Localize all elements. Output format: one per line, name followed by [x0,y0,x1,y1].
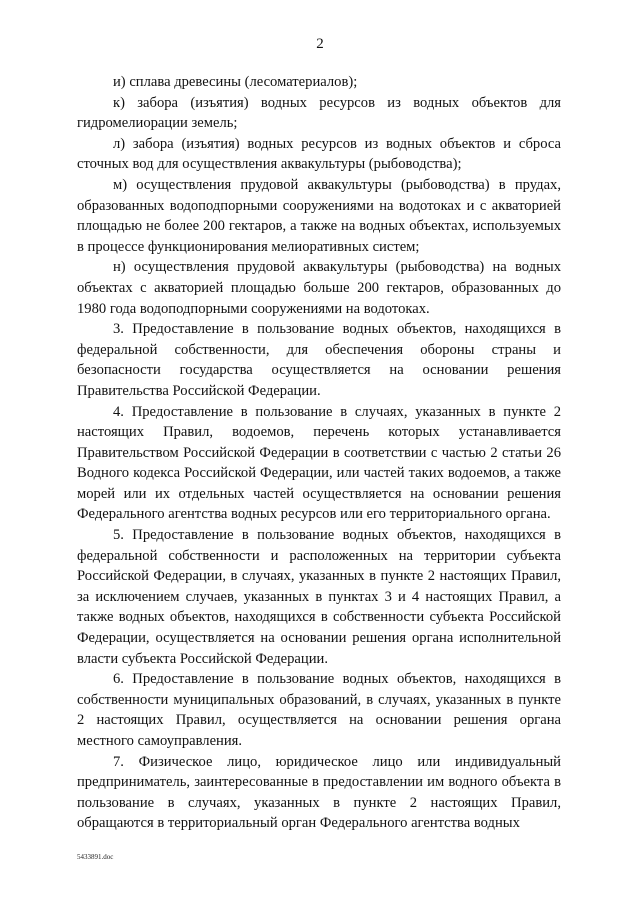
paragraph-item-m: м) осуществления прудовой аквакультуры (рыбоводства) в прудах, образованных водоподпорными сооружениями на водотоках и с акваторией площадью не более 200 гектаров, а также на водных объектах, используемых в процессе функционирования мелиоративных систем; [77,176,561,255]
paragraph-section-4: 4. Предоставление в пользование в случаях, указанных в пункте 2 настоящих Правил, водоемов, перечень которых устанавливается Правительством Российской Федерации в соответствии с частью 2 статьи 26 Водного кодекса Российской Федерации, или частей таких водоемов, а также морей или их отдельных частей осуществляется на основании решения Федерального агентства водных ресурсов или его территориального органа. [77,403,561,523]
page-number: 2 [316,36,324,52]
paragraph-section-6: 6. Предоставление в пользование водных объектов, находящихся в собственности муниципальных образований, в случаях, указанных в пункте 2 настоящих Правил, осуществляется на основании решения органа местного самоуправления. [77,671,561,749]
paragraph-item-l: л) забора (изъятия) водных ресурсов из водных объектов и сброса сточных вод для осуществления аквакультуры (рыбоводства); [77,135,561,173]
paragraph-section-7: 7. Физическое лицо, юридическое лицо или индивидуальный предприниматель, заинтересованные в предоставлении им водного объекта в пользование в случаях, указанных в пункте 2 настоящих Правил, обращаются в территориальный орган Федерального агентства водных [77,753,561,832]
paragraph-item-k: к) забора (изъятия) водных ресурсов из водных объектов для гидромелиорации земель; [77,94,561,132]
paragraph-item-n: н) осуществления прудовой аквакультуры (рыбоводства) на водных объектах с акваторией площадью больше 200 гектаров, образованных до 1980 года водоподпорными сооружениями на водотоках. [77,259,561,317]
paragraph-section-3: 3. Предоставление в пользование водных объектов, находящихся в федеральной собственности, для обеспечения обороны страны и безопасности государства осуществляется на основании решения Правительства Российской Федерации. [77,321,561,399]
document-body [77,72,561,834]
document-filename: 5433891.doc [77,853,114,861]
paragraph-section-5: 5. Предоставление в пользование водных объектов, находящихся в федеральной собственности и расположенных на территории субъекта Российской Федерации, в случаях, указанных в пункте 2 настоящих Правил, за исключением случаев, указанных в пунктах 3 и 4 настоящих Правил, а также водных объектов, находящихся в собственности субъекта Российской Федерации, осуществляется на основании решения органа исполнительной власти субъекта Российской Федерации. [77,527,561,667]
paragraph-item-i: и) сплава древесины (лесоматериалов); [113,74,358,90]
